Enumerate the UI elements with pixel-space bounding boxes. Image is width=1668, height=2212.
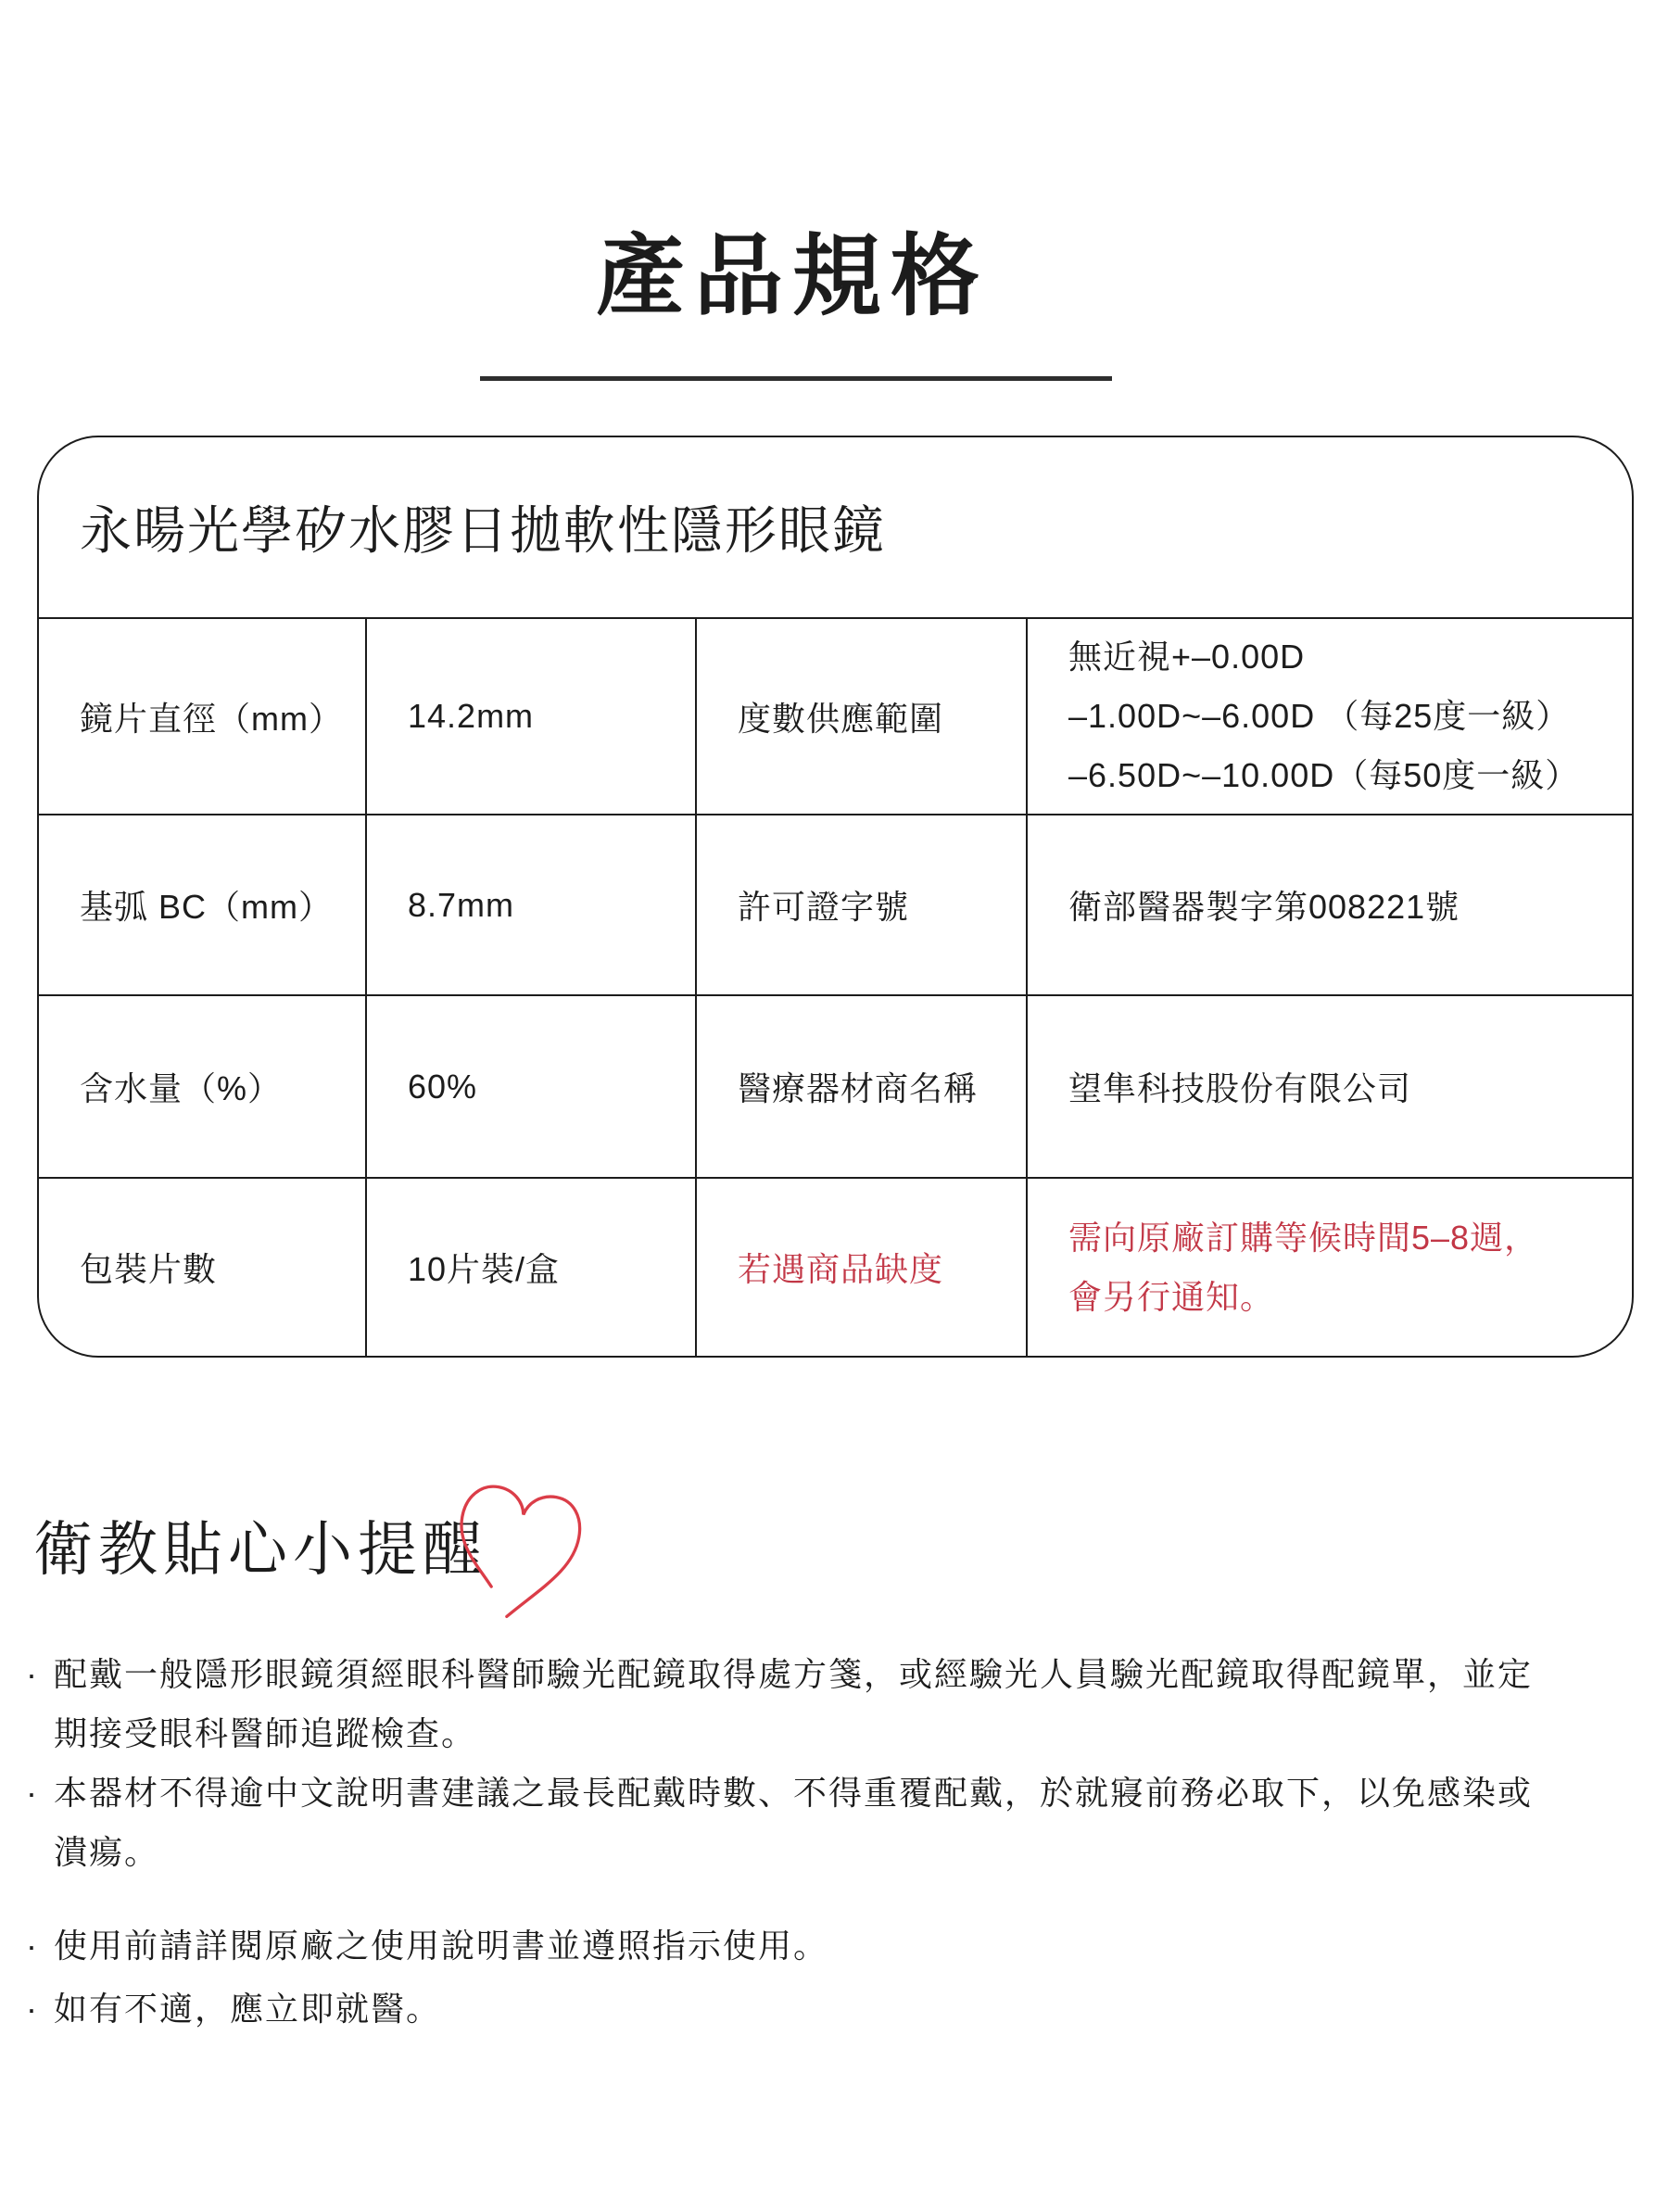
power-range-line-3: –6.50D~–10.00D（每50度一級） <box>1068 756 1580 794</box>
bullet-line: 使用前請詳閱原廠之使用說明書並遵照指示使用。 <box>54 1927 829 1965</box>
reminder-bullet-seek-doctor <box>26 1979 441 2039</box>
page-title: 產品規格 <box>596 227 989 326</box>
spec-label-water-content: 含水量（%） <box>39 996 365 1179</box>
spec-label-shortage-notice: 若遇商品缺度 <box>695 1179 1026 1356</box>
spec-value-lens-diameter: 14.2mm <box>365 619 695 815</box>
reminder-bullet-read-manual <box>26 1916 828 1976</box>
spec-label-power-range: 度數供應範圍 <box>695 619 1026 815</box>
spec-label-base-curve: 基弧 BC（mm） <box>39 815 365 996</box>
heart-icon <box>440 1471 593 1634</box>
shortage-notice-line-1: 需向原廠訂購等候時間5–8週， <box>1068 1218 1539 1257</box>
bullet-line: 配戴一般隱形眼鏡須經眼科醫師驗光配鏡取得處方箋，或經驗光人員驗光配鏡取得配鏡單，並定 <box>54 1655 1534 1693</box>
bullet-dot: · <box>26 1655 39 1693</box>
spec-table <box>37 436 1634 1358</box>
title-underline <box>480 376 1112 381</box>
spec-value-shortage-notice <box>1026 1179 1632 1356</box>
spec-label-package-count: 包裝片數 <box>80 1250 218 1288</box>
bullet-dot: · <box>26 1927 39 1965</box>
bullet-text <box>54 1645 1533 1763</box>
spec-value-dealer-name: 望隼科技股份有限公司 <box>1026 996 1632 1179</box>
spec-value-license-number: 衛部醫器製字第008221號 <box>1026 815 1632 996</box>
power-range-line-1: 無近視+–0.00D <box>1068 638 1306 676</box>
product-name: 永暘光學矽水膠日拋軟性隱形眼鏡 <box>39 437 1632 619</box>
reminder-bullet-wearing-time <box>26 1763 1533 1882</box>
spec-label-license-number: 許可證字號 <box>695 815 1026 996</box>
shortage-notice-line-2: 會另行通知。 <box>1068 1277 1275 1316</box>
bullet-line: 如有不適，應立即就醫。 <box>54 1990 442 2028</box>
reminder-bullet-prescription <box>26 1645 1533 1763</box>
bullet-text <box>54 1916 828 1976</box>
bullet-line: 期接受眼科醫師追蹤檢查。 <box>54 1714 477 1752</box>
spec-value-water-content: 60% <box>365 996 695 1179</box>
reminder-heading: 衛教貼心小提醒 <box>33 1516 487 1583</box>
spec-value-power-range <box>1026 619 1632 815</box>
power-range-line-2: –1.00D~–6.00D （每25度一級） <box>1068 697 1571 735</box>
bullet-line: 潰瘍。 <box>54 1833 160 1871</box>
spec-value-package-count: 10片裝/盒 <box>365 1179 695 1356</box>
spec-label-lens-diameter: 鏡片直徑（mm） <box>39 619 365 815</box>
spec-label-dealer-name: 醫療器材商名稱 <box>695 996 1026 1179</box>
bullet-dot: · <box>26 1774 39 1812</box>
bullet-dot: · <box>26 1990 39 2028</box>
bullet-text <box>54 1763 1533 1882</box>
spec-value-base-curve: 8.7mm <box>365 815 695 996</box>
bullet-text <box>54 1979 441 2039</box>
bullet-line: 本器材不得逾中文說明書建議之最長配戴時數、不得重覆配戴，於就寢前務必取下，以免感染或 <box>54 1774 1534 1812</box>
